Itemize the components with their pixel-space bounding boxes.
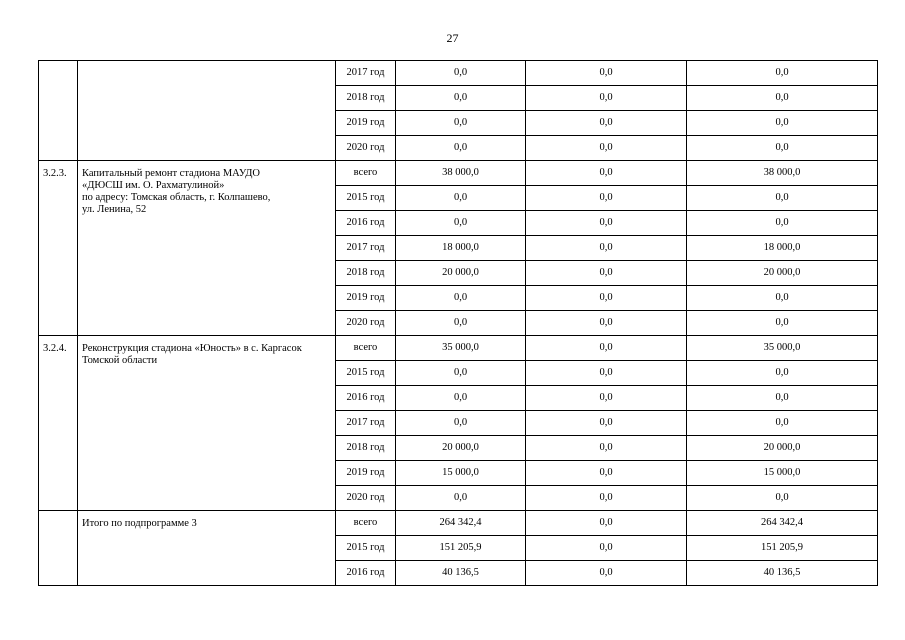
regional-value-cell: 0,0: [687, 361, 878, 386]
total-value-cell: 0,0: [396, 361, 526, 386]
item-number: [39, 511, 78, 586]
period-cell: 2018 год: [336, 261, 396, 286]
total-value-cell: 20 000,0: [396, 436, 526, 461]
period-cell: 2019 год: [336, 461, 396, 486]
item-name: [78, 336, 336, 511]
regional-value-cell: 0,0: [687, 86, 878, 111]
item-number: 3.2.4.: [39, 336, 78, 511]
federal-value-cell: 0,0: [526, 136, 687, 161]
regional-value-cell: 20 000,0: [687, 261, 878, 286]
item-name-line: «ДЮСШ им. О. Рахматулиной»: [82, 180, 225, 191]
period-cell: 2020 год: [336, 486, 396, 511]
regional-value-cell: 0,0: [687, 61, 878, 86]
total-value-cell: 0,0: [396, 86, 526, 111]
federal-value-cell: 0,0: [526, 411, 687, 436]
period-cell: 2017 год: [336, 61, 396, 86]
regional-value-cell: 0,0: [687, 286, 878, 311]
total-value-cell: 0,0: [396, 136, 526, 161]
federal-value-cell: 0,0: [526, 436, 687, 461]
federal-value-cell: 0,0: [526, 236, 687, 261]
federal-value-cell: 0,0: [526, 261, 687, 286]
total-value-cell: 0,0: [396, 286, 526, 311]
item-name-line: Итого по подпрограмме 3: [82, 518, 197, 529]
period-cell: 2016 год: [336, 211, 396, 236]
federal-value-cell: 0,0: [526, 336, 687, 361]
item-name: [78, 61, 336, 161]
total-value-cell: 20 000,0: [396, 261, 526, 286]
period-cell: 2015 год: [336, 186, 396, 211]
total-value-cell: 0,0: [396, 411, 526, 436]
item-name: [78, 511, 336, 586]
total-value-cell: 151 205,9: [396, 536, 526, 561]
table-row: [39, 161, 878, 186]
federal-value-cell: 0,0: [526, 86, 687, 111]
page-number: 27: [446, 31, 459, 45]
federal-value-cell: 0,0: [526, 161, 687, 186]
total-value-cell: 0,0: [396, 386, 526, 411]
period-cell: 2018 год: [336, 436, 396, 461]
federal-value-cell: 0,0: [526, 361, 687, 386]
regional-value-cell: 0,0: [687, 186, 878, 211]
period-cell: 2016 год: [336, 386, 396, 411]
budget-table: [38, 60, 878, 586]
regional-value-cell: 20 000,0: [687, 436, 878, 461]
item-name-line: Томской области: [82, 355, 158, 366]
total-value-cell: 18 000,0: [396, 236, 526, 261]
regional-value-cell: 0,0: [687, 411, 878, 436]
regional-value-cell: 0,0: [687, 486, 878, 511]
regional-value-cell: 0,0: [687, 111, 878, 136]
federal-value-cell: 0,0: [526, 486, 687, 511]
regional-value-cell: 0,0: [687, 136, 878, 161]
table-row: [39, 336, 878, 361]
federal-value-cell: 0,0: [526, 286, 687, 311]
period-cell: 2019 год: [336, 111, 396, 136]
table-row: [39, 61, 878, 86]
period-cell: 2017 год: [336, 411, 396, 436]
period-cell: 2019 год: [336, 286, 396, 311]
regional-value-cell: 40 136,5: [687, 561, 878, 586]
federal-value-cell: 0,0: [526, 461, 687, 486]
federal-value-cell: 0,0: [526, 186, 687, 211]
total-value-cell: 0,0: [396, 486, 526, 511]
federal-value-cell: 0,0: [526, 311, 687, 336]
total-value-cell: 0,0: [396, 111, 526, 136]
total-value-cell: 0,0: [396, 61, 526, 86]
table-body: [39, 61, 878, 586]
item-name: [78, 161, 336, 336]
item-number: [39, 61, 78, 161]
total-value-cell: 15 000,0: [396, 461, 526, 486]
regional-value-cell: 38 000,0: [687, 161, 878, 186]
item-name-line: по адресу: Томская область, г. Колпашево,: [82, 192, 271, 203]
period-cell: 2017 год: [336, 236, 396, 261]
total-value-cell: 40 136,5: [396, 561, 526, 586]
period-cell: 2018 год: [336, 86, 396, 111]
federal-value-cell: 0,0: [526, 111, 687, 136]
regional-value-cell: 151 205,9: [687, 536, 878, 561]
regional-value-cell: 264 342,4: [687, 511, 878, 536]
total-value-cell: 0,0: [396, 311, 526, 336]
regional-value-cell: 35 000,0: [687, 336, 878, 361]
regional-value-cell: 0,0: [687, 311, 878, 336]
regional-value-cell: 0,0: [687, 211, 878, 236]
total-value-cell: 35 000,0: [396, 336, 526, 361]
federal-value-cell: 0,0: [526, 536, 687, 561]
total-value-cell: 38 000,0: [396, 161, 526, 186]
period-cell: 2015 год: [336, 536, 396, 561]
item-name-line: Реконструкция стадиона «Юность» в с. Каргасок: [82, 343, 302, 354]
federal-value-cell: 0,0: [526, 61, 687, 86]
period-cell: 2020 год: [336, 136, 396, 161]
total-value-cell: 0,0: [396, 211, 526, 236]
regional-value-cell: 0,0: [687, 386, 878, 411]
item-name-line: Капитальный ремонт стадиона МАУДО: [82, 168, 260, 179]
period-cell: всего: [336, 511, 396, 536]
table-row: [39, 511, 878, 536]
item-number: 3.2.3.: [39, 161, 78, 336]
total-value-cell: 264 342,4: [396, 511, 526, 536]
regional-value-cell: 15 000,0: [687, 461, 878, 486]
federal-value-cell: 0,0: [526, 211, 687, 236]
period-cell: 2015 год: [336, 361, 396, 386]
period-cell: 2020 год: [336, 311, 396, 336]
item-name-line: ул. Ленина, 52: [82, 204, 147, 215]
period-cell: всего: [336, 336, 396, 361]
period-cell: 2016 год: [336, 561, 396, 586]
federal-value-cell: 0,0: [526, 386, 687, 411]
period-cell: всего: [336, 161, 396, 186]
total-value-cell: 0,0: [396, 186, 526, 211]
regional-value-cell: 18 000,0: [687, 236, 878, 261]
federal-value-cell: 0,0: [526, 561, 687, 586]
federal-value-cell: 0,0: [526, 511, 687, 536]
